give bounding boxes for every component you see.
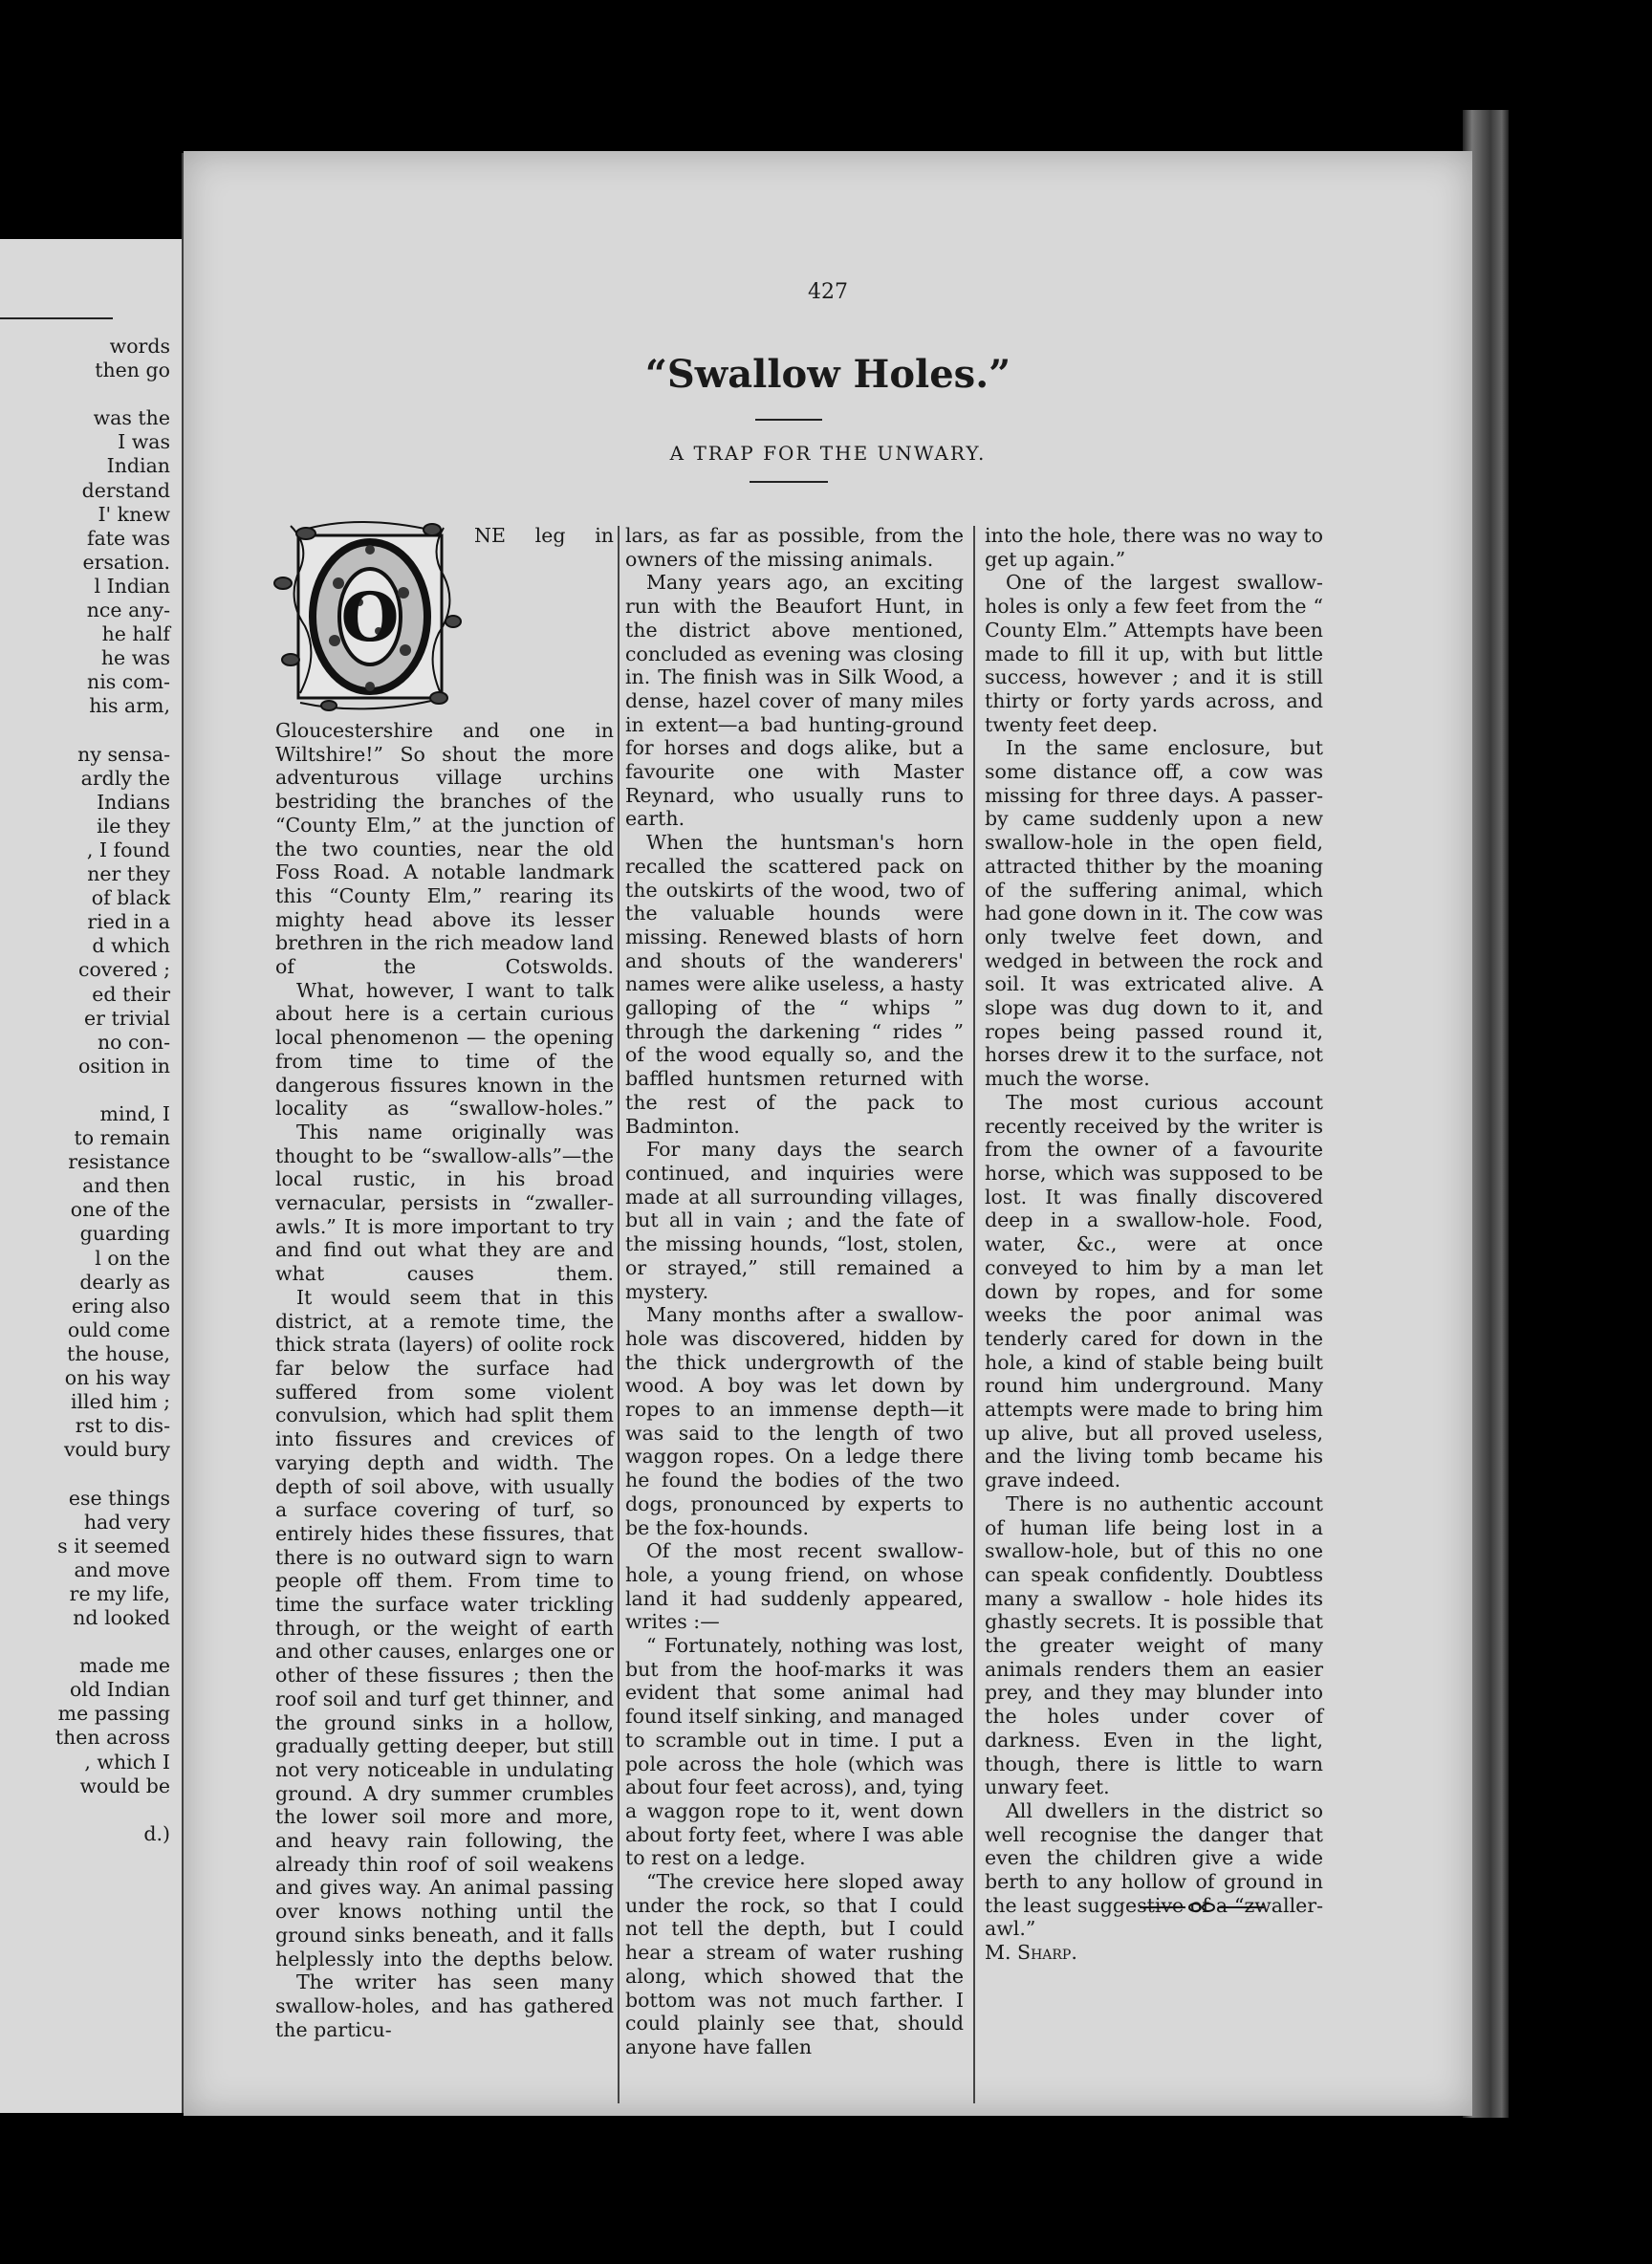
facing-page-line: , I found (86, 838, 170, 861)
tailpiece-ornament (1140, 1901, 1264, 1914)
facing-page-line: his arm, (89, 694, 170, 718)
article-page (184, 151, 1472, 2116)
facing-page-line: to remain (74, 1126, 170, 1150)
facing-page-line (0, 1630, 170, 1654)
facing-page-rule (0, 317, 113, 319)
facing-page-line: would be (79, 1774, 170, 1797)
facing-page-line: Indian (106, 454, 170, 478)
facing-page-line: ardly the (80, 766, 170, 790)
facing-page-line: ner they (87, 862, 170, 886)
facing-page-line: Indians (97, 790, 170, 814)
facing-page-line: d.) (143, 1821, 170, 1845)
facing-page-line: ried in a (87, 910, 170, 934)
facing-page-line: ould come (67, 1317, 170, 1341)
paragraph: “The crevice here sloped away under the rock, so that I could not tell the depth, but I could hear a stream of water rushing along, which showed that the bottom was not much farther. I could plainly see that, should anyone have fallen (625, 1870, 964, 2058)
facing-page-line: illed him ; (70, 1390, 170, 1414)
subtitle-rule (750, 481, 828, 483)
facing-page-line: nis com- (87, 670, 170, 694)
paragraph: This name originally was thought to be “swallow-alls”—the local rustic, in his broad vernacular, persists in “zwaller-awls.” It is more important to try and find out what they are and what causes them. (275, 1120, 614, 1286)
facing-page-line: l Indian (94, 574, 170, 598)
facing-page-line: er trivial (84, 1006, 170, 1030)
facing-page-line: rst to dis- (75, 1414, 170, 1438)
paragraph: When the huntsman's horn recalled the scattered pack on the outskirts of the wood, two of the valuable hounds were missing. Renewed blasts of horn and shouts of the wanderers' names were alike useless, a hasty galloping of the “ whips ” through the darkening “ rides ” of the wood equally so, and the baffled huntsmen returned with the rest of the pack to Badminton. (625, 831, 964, 1138)
ornamental-dropcap (272, 516, 463, 719)
facing-page-line: osition in (77, 1054, 170, 1078)
facing-page-line: re my life, (69, 1581, 170, 1605)
paragraph: NE leg in Gloucestershire and one in Wiltshire!” So shout the more adventurous village urchins bestriding the branches of the “County Elm,” at the junction of the two counties, near the old Foss Road. A notable landmark this “County Elm,” rearing its mighty head above its lesser brethren in the rich meadow land of the Cotswolds. (275, 524, 614, 979)
facing-page-line: of black (91, 886, 170, 910)
facing-page-line: on his way (64, 1366, 170, 1390)
facing-page-line (0, 719, 170, 743)
facing-page-line (0, 1078, 170, 1102)
paragraph: Of the most recent swallow-hole, a young friend, on whose land it had suddenly appeared, writes :— (625, 1539, 964, 1634)
column-rule (973, 526, 975, 2103)
facing-page-fragment (0, 239, 182, 2113)
paragraph: Many years ago, an exciting run with the Beaufort Hunt, in the district above mentioned, concluded as evening was closing in. The finish was in Silk Wood, a dense, hazel cover of many miles in extent—a bad hunting-ground for horses and dogs alike, but a favourite one with Master Reynard, who usually runs to earth. (625, 571, 964, 831)
facing-page-line: the house, (66, 1341, 170, 1365)
facing-page-line: dearly as (79, 1270, 170, 1294)
paragraph: lars, as far as possible, from the owners of the missing animals. (625, 524, 964, 571)
facing-page-line (0, 1798, 170, 1822)
facing-page-line: words (109, 335, 170, 358)
paragraph: One of the largest swallow-holes is only a few feet from the “ County Elm.” Attempts have been made to fill it up, with but little success, however ; and it is still thirty or forty yards across, and twenty feet deep. (985, 571, 1323, 736)
paragraph: There is no authentic account of human life being lost in a swallow-hole, but of this no one can speak confidently. Doubtless many a swallow - hole hides its ghastly secrets. It is possible that the greater weight of many animals renders them an easier prey, and they may blunder into the holes under cover of darkness. Even in the light, though, there is little to warn unwary feet. (985, 1491, 1323, 1799)
facing-page-line: d which (92, 934, 170, 958)
facing-page-line: ersation. (82, 550, 170, 574)
facing-page-line (0, 1462, 170, 1486)
dropcap-letter: O (340, 577, 400, 657)
facing-page-line (0, 382, 170, 406)
facing-page-text (0, 335, 170, 1846)
facing-page-line: old Indian (70, 1678, 170, 1702)
facing-page-line: then go (95, 359, 170, 382)
facing-page-line: nce any- (86, 599, 170, 622)
facing-page-line: ny sensa- (77, 742, 170, 766)
facing-page-line: ile they (97, 814, 170, 838)
facing-page-line: he was (100, 646, 170, 670)
article-title: “Swallow Holes.” (644, 352, 1011, 397)
facing-page-line: nd looked (73, 1605, 170, 1629)
facing-page-line: l on the (95, 1246, 170, 1270)
facing-page-line: no con- (97, 1030, 170, 1054)
column-2 (625, 524, 964, 2059)
facing-page-line: he half (101, 622, 170, 646)
facing-page-line: guarding (79, 1222, 170, 1246)
paragraph: What, however, I want to talk about here is a certain curious local phenomenon — the opening from time to time of the dangerous fissures known in the locality as “swallow-holes.” (275, 978, 614, 1121)
paragraph: “ Fortunately, nothing was lost, but from the hoof-marks it was evident that some animal had found itself sinking, and managed to scramble out in time. I put a pole across the hole (which was about four feet across), and, tying a waggon rope to it, went down about forty feet, where I was able to rest on a ledge. (625, 1634, 964, 1870)
facing-page-line: , which I (84, 1750, 170, 1774)
page-number: 427 (808, 280, 848, 304)
facing-page-line: derstand (81, 478, 170, 502)
paragraph: into the hole, there was no way to get up again.” (985, 524, 1323, 571)
paragraph: Many months after a swallow-hole was discovered, hidden by the thick undergrowth of the wood. A boy was let down by ropes to an immense depth—it was said to the length of two waggon ropes. On a ledge there he found the bodies of the two dogs, pronounced by experts to be the fox-hounds. (625, 1303, 964, 1539)
facing-page-line: covered ; (77, 958, 170, 982)
paragraph: It would seem that in this district, at a remote time, the thick strata (layers) of oolite rock far below the surface had suffered from some violent convulsion, which had split them into fissures and crevices of varying depth and width. The depth of soil above, with usually a surface covering of turf, so entirely hides these fissures, that there is no outward sign to warn people off them. From time to time the surface water trickling through, or the weight of earth and other causes, enlarges one or other of these fissures ; then the roof soil and turf get thinner, and the ground sinks in a hollow, gradually getting deeper, but still not very noticeable in undulating ground. A dry summer crumbles the lower soil more and more, and heavy rain following, the already thin roof of soil weakens and gives way. An animal passing over knows nothing until the ground sinks beneath, and it falls helplessly into the depths below. (275, 1285, 614, 1970)
title-rule (755, 419, 822, 421)
paragraph: The most curious account recently received by the writer is from the owner of a favourite horse, which was supposed to be lost. It was finally discovered deep in a swallow-hole. Food, water, &c., were at once conveyed to him by a man let down by ropes, and for some weeks the poor animal was tenderly cared for down in the hole, a kind of stable being built round him underground. Many attempts were made to bring him up alive, but all proved useless, and the living tomb became his grave indeed. (985, 1090, 1323, 1492)
facing-page-line: and then (82, 1174, 170, 1198)
column-rule (618, 526, 620, 2103)
author-signature: M. Sharp. (985, 1941, 1077, 1965)
facing-page-line: ese things (68, 1486, 170, 1510)
facing-page-line: ed their (92, 982, 170, 1006)
column-1 (275, 524, 614, 2041)
facing-page-line: I was (118, 430, 170, 454)
facing-page-line: mind, I (99, 1102, 170, 1125)
facing-page-line: resistance (68, 1150, 170, 1174)
facing-page-line: fate was (87, 526, 170, 550)
facing-page-line: one of the (70, 1198, 170, 1222)
paragraph: In the same enclosure, but some distance off, a cow was missing for three days. A passer-by came suddenly upon a new swallow-hole in the open field, attracted thither by the moaning of the suffering animal, which had gone down in it. The cow was only twelve feet down, and wedged in between the rock and soil. It was extricated alive. A slope was dug down to it, and ropes being passed round it, horses drew it to the surface, not much the worse. (985, 736, 1323, 1091)
facing-page-line: me passing (57, 1702, 170, 1726)
facing-page-line: and move (74, 1557, 170, 1581)
facing-page-line: had very (83, 1510, 170, 1534)
facing-page-line: s it seemed (57, 1534, 170, 1557)
facing-page-line: vould bury (63, 1438, 170, 1462)
article-subtitle: A TRAP FOR THE UNWARY. (669, 442, 987, 465)
column-3 (985, 524, 1323, 1965)
paragraph: For many days the search continued, and inquiries were made at all surrounding villages, but all in vain ; and the fate of the missing hounds, “lost, stolen, or strayed,” still remained a mystery. (625, 1138, 964, 1303)
paragraph: The writer has seen many swallow-holes, and has gathered the particu- (275, 1970, 614, 2041)
facing-page-line: I' knew (98, 502, 170, 526)
facing-page-line: ering also (72, 1294, 170, 1317)
facing-page-line: made me (78, 1654, 170, 1678)
facing-page-line: then across (54, 1726, 170, 1750)
facing-page-line: was the (93, 406, 170, 430)
paragraph: All dwellers in the district so well recognise the danger that even the children give a wide berth to any hollow of ground in the least suggestive of a “zwaller-awl.” (985, 1798, 1323, 1941)
